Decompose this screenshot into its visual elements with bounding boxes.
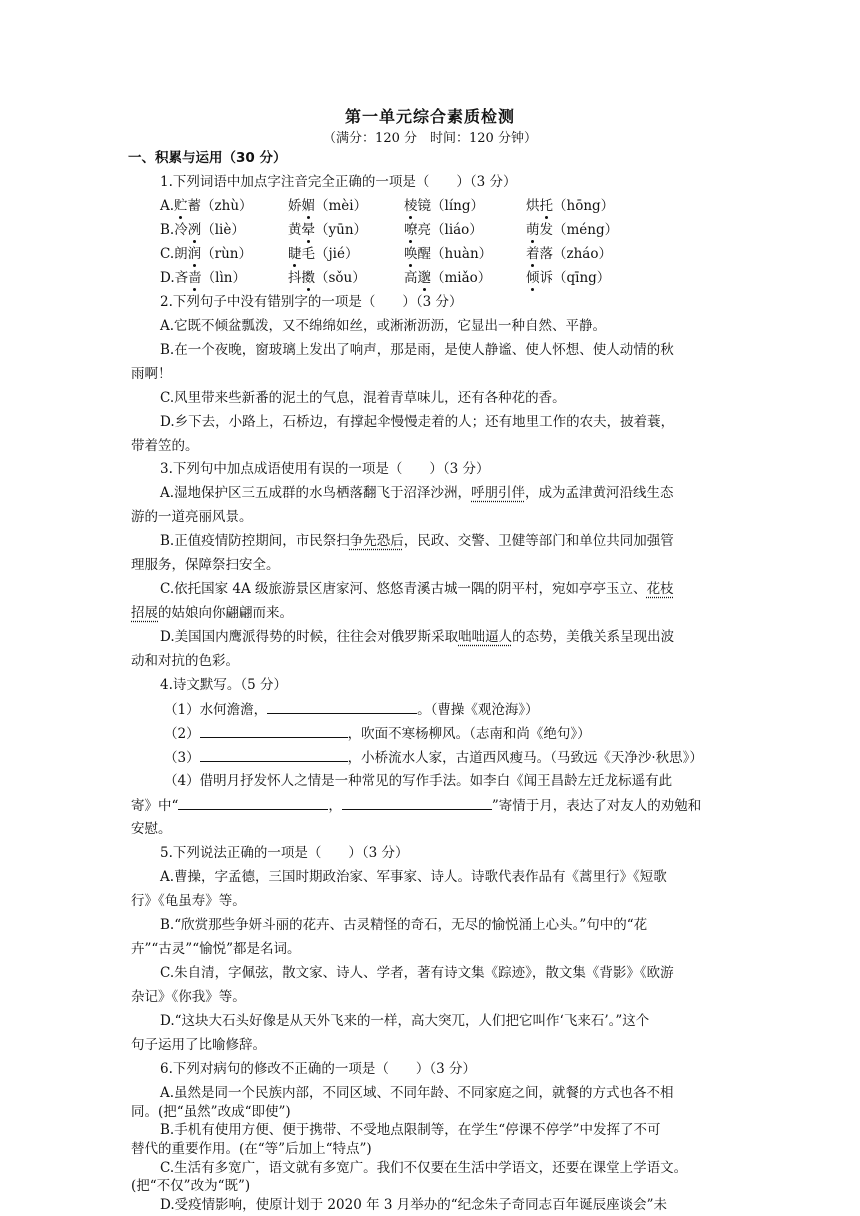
q5-option-c: C.朱自清，字佩弦，散文家、诗人、学者，著有诗文集《踪迹》，散文集《背影》《欧游 [160,965,674,981]
answer-blank[interactable] [178,796,328,810]
q3-option-a: A.湿地保护区三五成群的水鸟栖落翻飞于沼泽沙洲，呼朋引伴，成为孟津黄河沿线生态 [160,485,674,501]
q2-option-d: D.乡下去，小路上，石桥边，有撑起伞慢慢走着的人；还有地里工作的农夫，披着蓑， [160,414,675,430]
q3-option-c: C.依托国家 4A 级旅游景区唐家河、悠悠青溪古城一隅的阴平村，宛如亭亭玉立、花枝 [160,581,674,597]
q5-option-a: A.曹操，字孟德，三国时期政治家、军事家、诗人。诗歌代表作品有《蒿里行》《短歌 [160,869,667,885]
question-6-stem: 6.下列对病句的修改不正确的一项是（ ）（3 分） [160,1061,477,1077]
q4-line-3: （3） ，小桥流水人家，古道西风瘦马。（马致远《天净沙·秋思》） [164,750,703,766]
q4-line-4: （4）借明月抒发怀人之情是一种常见的写作手法。如李白《闻王昌龄左迁龙标遥有此 [164,773,673,789]
question-5-stem: 5.下列说法正确的一项是（ ）（3 分） [160,845,409,861]
question-4-stem: 4.诗文默写。（5 分） [160,677,288,693]
q6-option-b: B.手机有使用方便、便于携带、不受地点限制等，在学生“停课不停学”中发挥了不可 [160,1122,661,1138]
q1-option-b: B.冷冽（liè） 黄晕（yūn） 嘹亮（liáo） 萌发（méng） [160,222,619,238]
q1-option-c: C.朗润（rùn） 睫毛（jié） 唤醒（huàn） 着落（zháo） [160,246,612,262]
dotted-idiom: 招展 [131,605,158,621]
dotted-idiom: 争先恐后 [349,533,404,549]
section-heading: 一、积累与运用（30 分） [128,150,287,166]
dotted-idiom: 呼朋引伴 [471,485,526,501]
q3-option-b: B.正值疫情防控期间，市民祭扫争先恐后，民政、交警、卫健等部门和单位共同加强管 [160,533,674,549]
question-2-stem: 2.下列句子中没有错别字的一项是（ ）（3 分） [160,294,463,310]
q6-option-c-cont: (把“不仅”改为“既”) [131,1178,251,1194]
q6-option-a: A.虽然是同一个民族内部，不同区域、不同年龄、不同家庭之间，就餐的方式也各不相 [160,1085,674,1101]
dotted-idiom: 花枝 [646,581,674,597]
q5-option-d: D.“这块大石头好像是从天外飞来的一样，高大突兀，人们把它叫作‘飞来石’。”这个 [160,1013,650,1029]
answer-blank[interactable] [200,748,348,762]
q2-option-c: C.风里带来些新番的泥土的气息，混着青草味儿，还有各种花的香。 [160,390,566,406]
dotted-idiom: 咄咄逼人 [458,629,513,645]
q3-option-c-cont: 招展的姑娘向你翩翩而来。 [131,605,293,621]
q2-option-b: B.在一个夜晚，窗玻璃上发出了响声，那是雨，是使人静谧、使人怀想、使人动情的秋 [160,342,674,358]
q3-option-b-cont: 理服务，保障祭扫安全。 [131,557,280,573]
q6-option-a-cont: 同。(把“虽然”改成“即使”) [131,1104,291,1120]
q1-option-a: A.贮蓄（zhù） 娇媚（mèi） 棱镜（líng） 烘托（hōng） [160,198,615,214]
q5-option-b-cont: 卉”“古灵”“愉悦”都是名词。 [131,941,301,957]
q2-option-a: A.它既不倾盆瓢泼，又不绵绵如丝，或淅淅沥沥，它显出一种自然、平静。 [160,318,607,334]
page-subtitle: （满分：120 分 时间：120 分钟） [323,131,537,146]
q2-option-d-cont: 带着笠的。 [131,438,199,454]
answer-blank[interactable] [342,796,492,810]
question-1-stem: 1.下列词语中加点字注音完全正确的一项是（ ）（3 分） [160,174,517,190]
answer-blank[interactable] [267,700,417,714]
q3-option-d: D.美国国内鹰派得势的时候，往往会对俄罗斯采取咄咄逼人的态势，美俄关系呈现出波 [160,629,675,645]
q4-line-1: （1）水何澹澹， 。（曹操《观沧海》） [164,702,539,718]
q2-option-b-cont: 雨啊！ [131,366,172,382]
answer-blank[interactable] [200,724,348,738]
q5-option-b: B.“欣赏那些争妍斗丽的花卉、古灵精怪的奇石，无尽的愉悦涌上心头。”句中的“花 [160,917,648,933]
q6-option-d: D.受疫情影响，使原计划于 2020 年 3 月举办的“纪念朱子奇同志百年诞辰座谈会”未 [160,1197,668,1213]
q6-option-b-cont: 替代的重要作用。(在“等”后加上“特点”) [131,1141,372,1157]
q3-option-a-cont: 游的一道亮丽风景。 [131,509,253,525]
q4-line-5: 寄》中“ ， ”寄情于月，表达了对友人的劝勉和 [131,798,702,814]
q4-line-2: （2） ，吹面不寒杨柳风。（志南和尚《绝句》） [164,726,591,742]
q1-option-d: D.吝啬（lìn） 抖擞（sǒu） 高邈（miǎo） 倾诉（qīng） [160,270,611,286]
q4-line-6: 安慰。 [131,821,172,837]
q5-option-a-cont: 行》《龟虽寿》等。 [131,893,246,909]
q6-option-c: C.生活有多宽广，语文就有多宽广。我们不仅要在生活中学语文，还要在课堂上学语文。 [160,1160,688,1176]
q3-option-d-cont: 动和对抗的色彩。 [131,653,239,669]
q5-option-c-cont: 杂记》《你我》等。 [131,989,246,1005]
question-3-stem: 3.下列句中加点成语使用有误的一项是（ ）（3 分） [160,461,490,477]
q5-option-d-cont: 句子运用了比喻修辞。 [131,1037,266,1053]
page-title: 第一单元综合素质检测 [344,107,515,126]
